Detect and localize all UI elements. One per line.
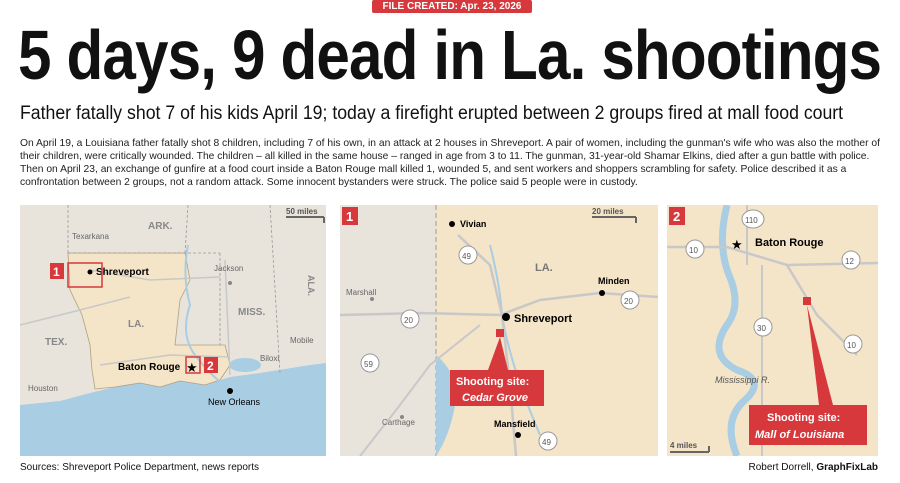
marshall-dot xyxy=(370,297,374,301)
overview-map xyxy=(20,205,326,456)
overview-map-svg xyxy=(20,205,326,456)
overview-scale-label: 50 miles xyxy=(286,207,318,216)
lake-pontchartrain xyxy=(229,358,261,372)
cedar-grove-name: Cedar Grove xyxy=(462,392,529,404)
detail1-number: 1 xyxy=(346,209,354,224)
subhead: Father fatally shot 7 of his kids April 19; today a firefight erupted between 2 groups fired at mall food court xyxy=(20,103,844,124)
svg-text:110: 110 xyxy=(745,216,758,225)
route-shield-10-east xyxy=(844,335,862,353)
minden-dot xyxy=(599,290,605,296)
mall-name: Mall of Louisiana xyxy=(755,429,845,441)
file-created-stamp: FILE CREATED: Apr. 23, 2026 xyxy=(372,0,532,13)
svg-text:12: 12 xyxy=(845,257,854,266)
jackson-dot xyxy=(228,281,232,285)
route-shield-20-east xyxy=(621,291,639,309)
state-label-ark: ARK. xyxy=(148,221,173,232)
state-label-la: LA. xyxy=(128,319,145,330)
city-baton-rouge-detail: Baton Rouge xyxy=(755,237,824,249)
city-mobile: Mobile xyxy=(290,336,314,345)
city-new-orleans: New Orleans xyxy=(208,397,261,407)
city-mansfield: Mansfield xyxy=(494,419,536,429)
vivian-dot xyxy=(449,221,455,227)
story-body: On April 19, a Louisiana father fatally shot 8 children, including 7 of his own, in an attack at 2 houses in Shreveport. A pair of women, including the gunman's wife who was also the mother of their children, were critically wounded. The children – all killed in the same house – ranged in age from 3 to 11. The gunman, 31-year-old Shamar Elkins, died after a gun battle with police. Then on April 23, an exchange of gunfire at a food court inside a Baton Rouge mall killed 1, wounded 5, and sent workers and shoppers scrambling for safety. Police described it as a confrontation between 2 groups, not a random attack. Some innocent bystanders were struck. The police said 5 people were in custody. xyxy=(20,138,880,188)
svg-text:59: 59 xyxy=(364,360,373,369)
detail2-number: 2 xyxy=(673,209,681,224)
city-baton-rouge: Baton Rouge xyxy=(118,362,181,373)
city-jackson: Jackson xyxy=(214,264,244,273)
shreveport-detail-map xyxy=(340,205,658,456)
route-shield-30 xyxy=(754,318,772,336)
route-shield-20-west xyxy=(401,310,419,328)
city-vivian: Vivian xyxy=(460,219,487,229)
baton-rouge-detail-star-icon: ★ xyxy=(731,237,743,252)
city-biloxi: Biloxi xyxy=(260,354,280,363)
state-label-tex: TEX. xyxy=(45,337,68,348)
mall-label: Shooting site: xyxy=(767,412,841,424)
svg-text:49: 49 xyxy=(542,438,551,447)
cedar-grove-label: Shooting site: xyxy=(456,376,530,388)
city-minden: Minden xyxy=(598,276,630,286)
city-texarkana: Texarkana xyxy=(72,232,109,241)
author-name: Robert Dorrell, xyxy=(748,462,814,473)
city-houston: Houston xyxy=(28,384,58,393)
marker-1-label: 1 xyxy=(53,265,60,279)
city-carthage: Carthage xyxy=(382,418,415,427)
city-shreveport-detail: Shreveport xyxy=(514,313,573,325)
marker-2-label: 2 xyxy=(207,359,214,373)
sources-credit: Sources: Shreveport Police Department, news reports xyxy=(20,462,259,473)
baton-rouge-detail-map xyxy=(667,205,878,456)
city-shreveport: Shreveport xyxy=(96,267,149,278)
cedar-grove-site-marker xyxy=(496,329,504,337)
shreveport-detail-dot xyxy=(502,313,510,321)
svg-text:20: 20 xyxy=(624,297,633,306)
city-marshall: Marshall xyxy=(346,288,377,297)
new-orleans-dot xyxy=(227,388,233,394)
svg-text:30: 30 xyxy=(757,324,766,333)
author-credit xyxy=(749,462,879,473)
svg-text:10: 10 xyxy=(847,341,856,350)
detail1-scale-label: 20 miles xyxy=(592,207,624,216)
route-shield-49-north xyxy=(459,246,477,264)
state-label-ala: ALA. xyxy=(306,275,316,296)
state-label-miss: MISS. xyxy=(238,307,266,318)
shreveport-detail-svg xyxy=(340,205,658,456)
shreveport-dot xyxy=(88,270,93,275)
detail2-scale-label: 4 miles xyxy=(670,441,698,450)
river-label: Mississippi R. xyxy=(715,375,771,385)
mall-site-marker xyxy=(803,297,811,305)
route-shield-59 xyxy=(361,354,379,372)
baton-rouge-detail-svg xyxy=(667,205,878,456)
credit-org: GraphFixLab xyxy=(816,462,878,473)
detail1-state-label: LA. xyxy=(535,262,553,274)
route-shield-110 xyxy=(742,210,764,228)
route-shield-12 xyxy=(842,251,860,269)
mansfield-dot xyxy=(515,432,521,438)
svg-text:10: 10 xyxy=(689,246,698,255)
baton-rouge-star-icon: ★ xyxy=(186,360,198,375)
headline: 5 days, 9 dead in La. shootings xyxy=(18,16,882,94)
route-shield-10-west xyxy=(686,240,704,258)
svg-text:49: 49 xyxy=(462,252,471,261)
svg-text:20: 20 xyxy=(404,316,413,325)
route-shield-49-south xyxy=(539,432,557,450)
